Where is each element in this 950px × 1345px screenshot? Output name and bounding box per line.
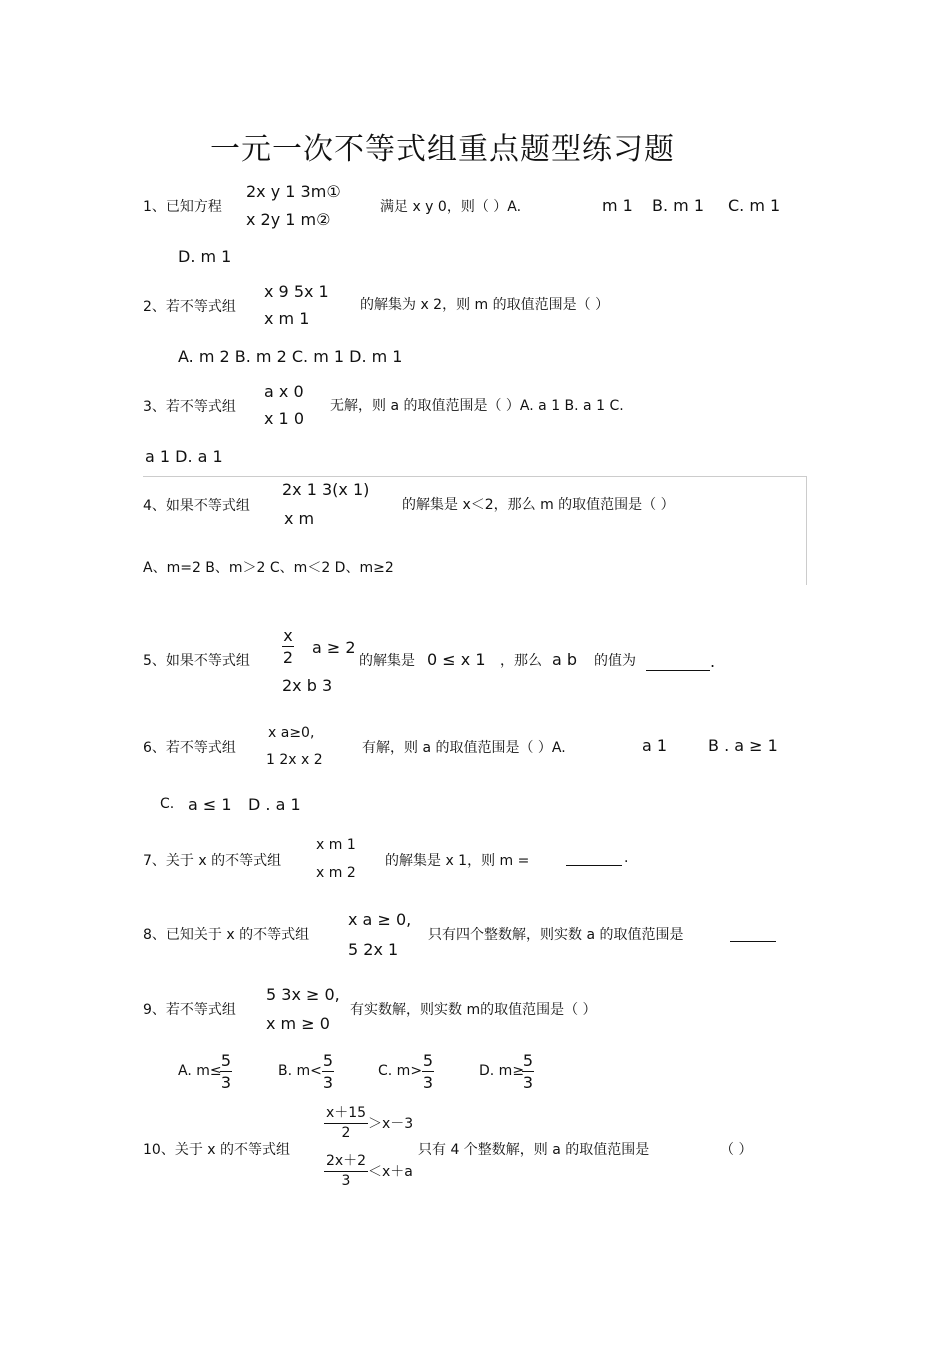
q4-equation-1: 2x 1 3(x 1) (282, 480, 370, 499)
q10-answer-paren[interactable]: （ ） (720, 1142, 753, 1158)
q4-options: A、m=2 B、m＞2 C、m＜2 D、m≥2 (143, 560, 394, 576)
q10-fraction-2-denominator: 3 (341, 1173, 351, 1189)
q10-text: 只有 4 个整数解，则 a 的取值范围是 (418, 1142, 650, 1158)
q10-inequality-2-rest: ＜x＋a (368, 1164, 413, 1180)
question-9-number: 9、若不等式组 (143, 1002, 236, 1018)
question-7-number: 7、关于 x 的不等式组 (143, 853, 282, 869)
q9-option-b-fraction (322, 1051, 334, 1092)
q3-text: 无解，则 a 的取值范围是（ ）A. a 1 B. a 1 C. (330, 398, 624, 414)
q7-period: . (624, 850, 629, 866)
q9-option-b-numerator: 5 (322, 1051, 334, 1070)
q2-equation-1: x 9 5x 1 (264, 282, 329, 301)
q8-answer-blank[interactable] (730, 927, 776, 942)
q6-equation-1: x a≥0, (268, 725, 315, 741)
q5-fraction (282, 626, 294, 667)
q9-text: 有实数解，则实数 m的取值范围是（ ） (350, 1002, 597, 1018)
q6-option-c-label: C. (160, 796, 175, 812)
question-4-number: 4、如果不等式组 (143, 498, 250, 514)
q5-equation-1-rest: a ≥ 2 (312, 638, 356, 657)
q9-option-b-fraction-bar (322, 1071, 334, 1072)
q9-equation-1: 5 3x ≥ 0, (266, 985, 340, 1004)
q10-fraction-1-bar (324, 1123, 368, 1124)
q10-inequality-1-rest: ＞x－3 (368, 1116, 414, 1132)
q2-options: A. m 2 B. m 2 C. m 1 D. m 1 (178, 347, 403, 366)
page-title: 一元一次不等式组重点题型练习题 (210, 132, 675, 167)
q5-answer-blank[interactable]: . (646, 652, 715, 671)
q9-option-a-fraction (220, 1051, 232, 1092)
q9-option-d-fraction-bar (522, 1071, 534, 1072)
q9-option-d-fraction (522, 1051, 534, 1092)
q10-fraction-1-denominator: 2 (341, 1125, 351, 1141)
q5-text-3: 的值为 (594, 653, 636, 669)
q4-text: 的解集是 x＜2，那么 m 的取值范围是（ ） (402, 497, 675, 513)
q9-option-a-denominator: 3 (220, 1073, 232, 1092)
q9-option-d-numerator: 5 (522, 1051, 534, 1070)
q10-fraction-1 (324, 1102, 368, 1141)
q6-option-d: D . a 1 (248, 795, 301, 814)
q6-option-a: a 1 (642, 736, 668, 755)
q5-text-2: ，那么 (500, 653, 542, 669)
question-1-number: 1、已知方程 (143, 199, 222, 215)
question-2-number: 2、若不等式组 (143, 299, 236, 315)
q5-equation-2: 2x b 3 (282, 676, 333, 695)
q5-fraction-denominator: 2 (282, 648, 294, 667)
q1-option-c: C. m 1 (728, 196, 781, 215)
q10-fraction-2-bar (324, 1171, 368, 1172)
question-10-number: 10、关于 x 的不等式组 (143, 1142, 290, 1158)
q8-equation-2: 5 2x 1 (348, 940, 399, 959)
q9-option-c-fraction (422, 1051, 434, 1092)
q5-fraction-numerator: x (283, 626, 293, 645)
q9-option-b-label: B. m< (278, 1063, 322, 1079)
q6-text: 有解，则 a 的取值范围是（ ）A. (362, 740, 566, 756)
q7-text: 的解集是 x 1，则 m = (385, 853, 530, 869)
q2-equation-2: x m 1 (264, 309, 310, 328)
q5-ab: a b (552, 650, 578, 669)
q10-fraction-2-numerator: 2x＋2 (325, 1153, 367, 1169)
q10-fraction-2 (324, 1150, 368, 1189)
q10-fraction-1-numerator: x＋15 (325, 1105, 367, 1121)
q8-text: 只有四个整数解，则实数 a 的取值范围是 (428, 927, 684, 943)
q1-option-b: B. m 1 (652, 196, 704, 215)
q2-text: 的解集为 x 2，则 m 的取值范围是（ ） (360, 297, 610, 313)
q1-equation-2: x 2y 1 m② (246, 210, 331, 229)
q9-option-a-fraction-bar (220, 1071, 232, 1072)
q1-option-a: m 1 (602, 196, 633, 215)
q7-answer-blank[interactable] (566, 851, 622, 866)
q9-option-d-denominator: 3 (522, 1073, 534, 1092)
q3-options-continued: a 1 D. a 1 (145, 447, 223, 466)
q1-condition: 满足 x y 0，则（ ）A. (380, 199, 522, 215)
q6-option-c: a ≤ 1 (188, 795, 232, 814)
question-8-number: 8、已知关于 x 的不等式组 (143, 927, 310, 943)
q9-option-c-label: C. m> (378, 1063, 423, 1079)
q9-option-b-denominator: 3 (322, 1073, 334, 1092)
question-6-number: 6、若不等式组 (143, 740, 236, 756)
q9-option-c-denominator: 3 (422, 1073, 434, 1092)
q9-option-a-numerator: 5 (220, 1051, 232, 1070)
question-5-number: 5、如果不等式组 (143, 653, 250, 669)
q3-equation-1: a x 0 (264, 382, 304, 401)
q7-equation-2: x m 2 (316, 865, 356, 881)
q1-equation-1: 2x y 1 3m① (246, 182, 341, 201)
q9-option-d-label: D. m≥ (479, 1063, 525, 1079)
q5-solution: 0 ≤ x 1 (427, 650, 486, 669)
q5-text: 的解集是 (359, 653, 415, 669)
q6-option-b: B . a ≥ 1 (708, 736, 778, 755)
q8-equation-1: x a ≥ 0, (348, 910, 412, 929)
q6-equation-2: 1 2x x 2 (266, 752, 323, 768)
q9-option-c-numerator: 5 (422, 1051, 434, 1070)
q4-equation-2: x m (284, 509, 315, 528)
q9-option-c-fraction-bar (422, 1071, 434, 1072)
q7-equation-1: x m 1 (316, 837, 356, 853)
q3-equation-2: x 1 0 (264, 409, 304, 428)
q9-option-a-label: A. m≤ (178, 1063, 222, 1079)
q9-equation-2: x m ≥ 0 (266, 1014, 330, 1033)
question-3-number: 3、若不等式组 (143, 399, 236, 415)
q5-fraction-bar (282, 646, 294, 647)
q1-option-d: D. m 1 (178, 247, 232, 266)
